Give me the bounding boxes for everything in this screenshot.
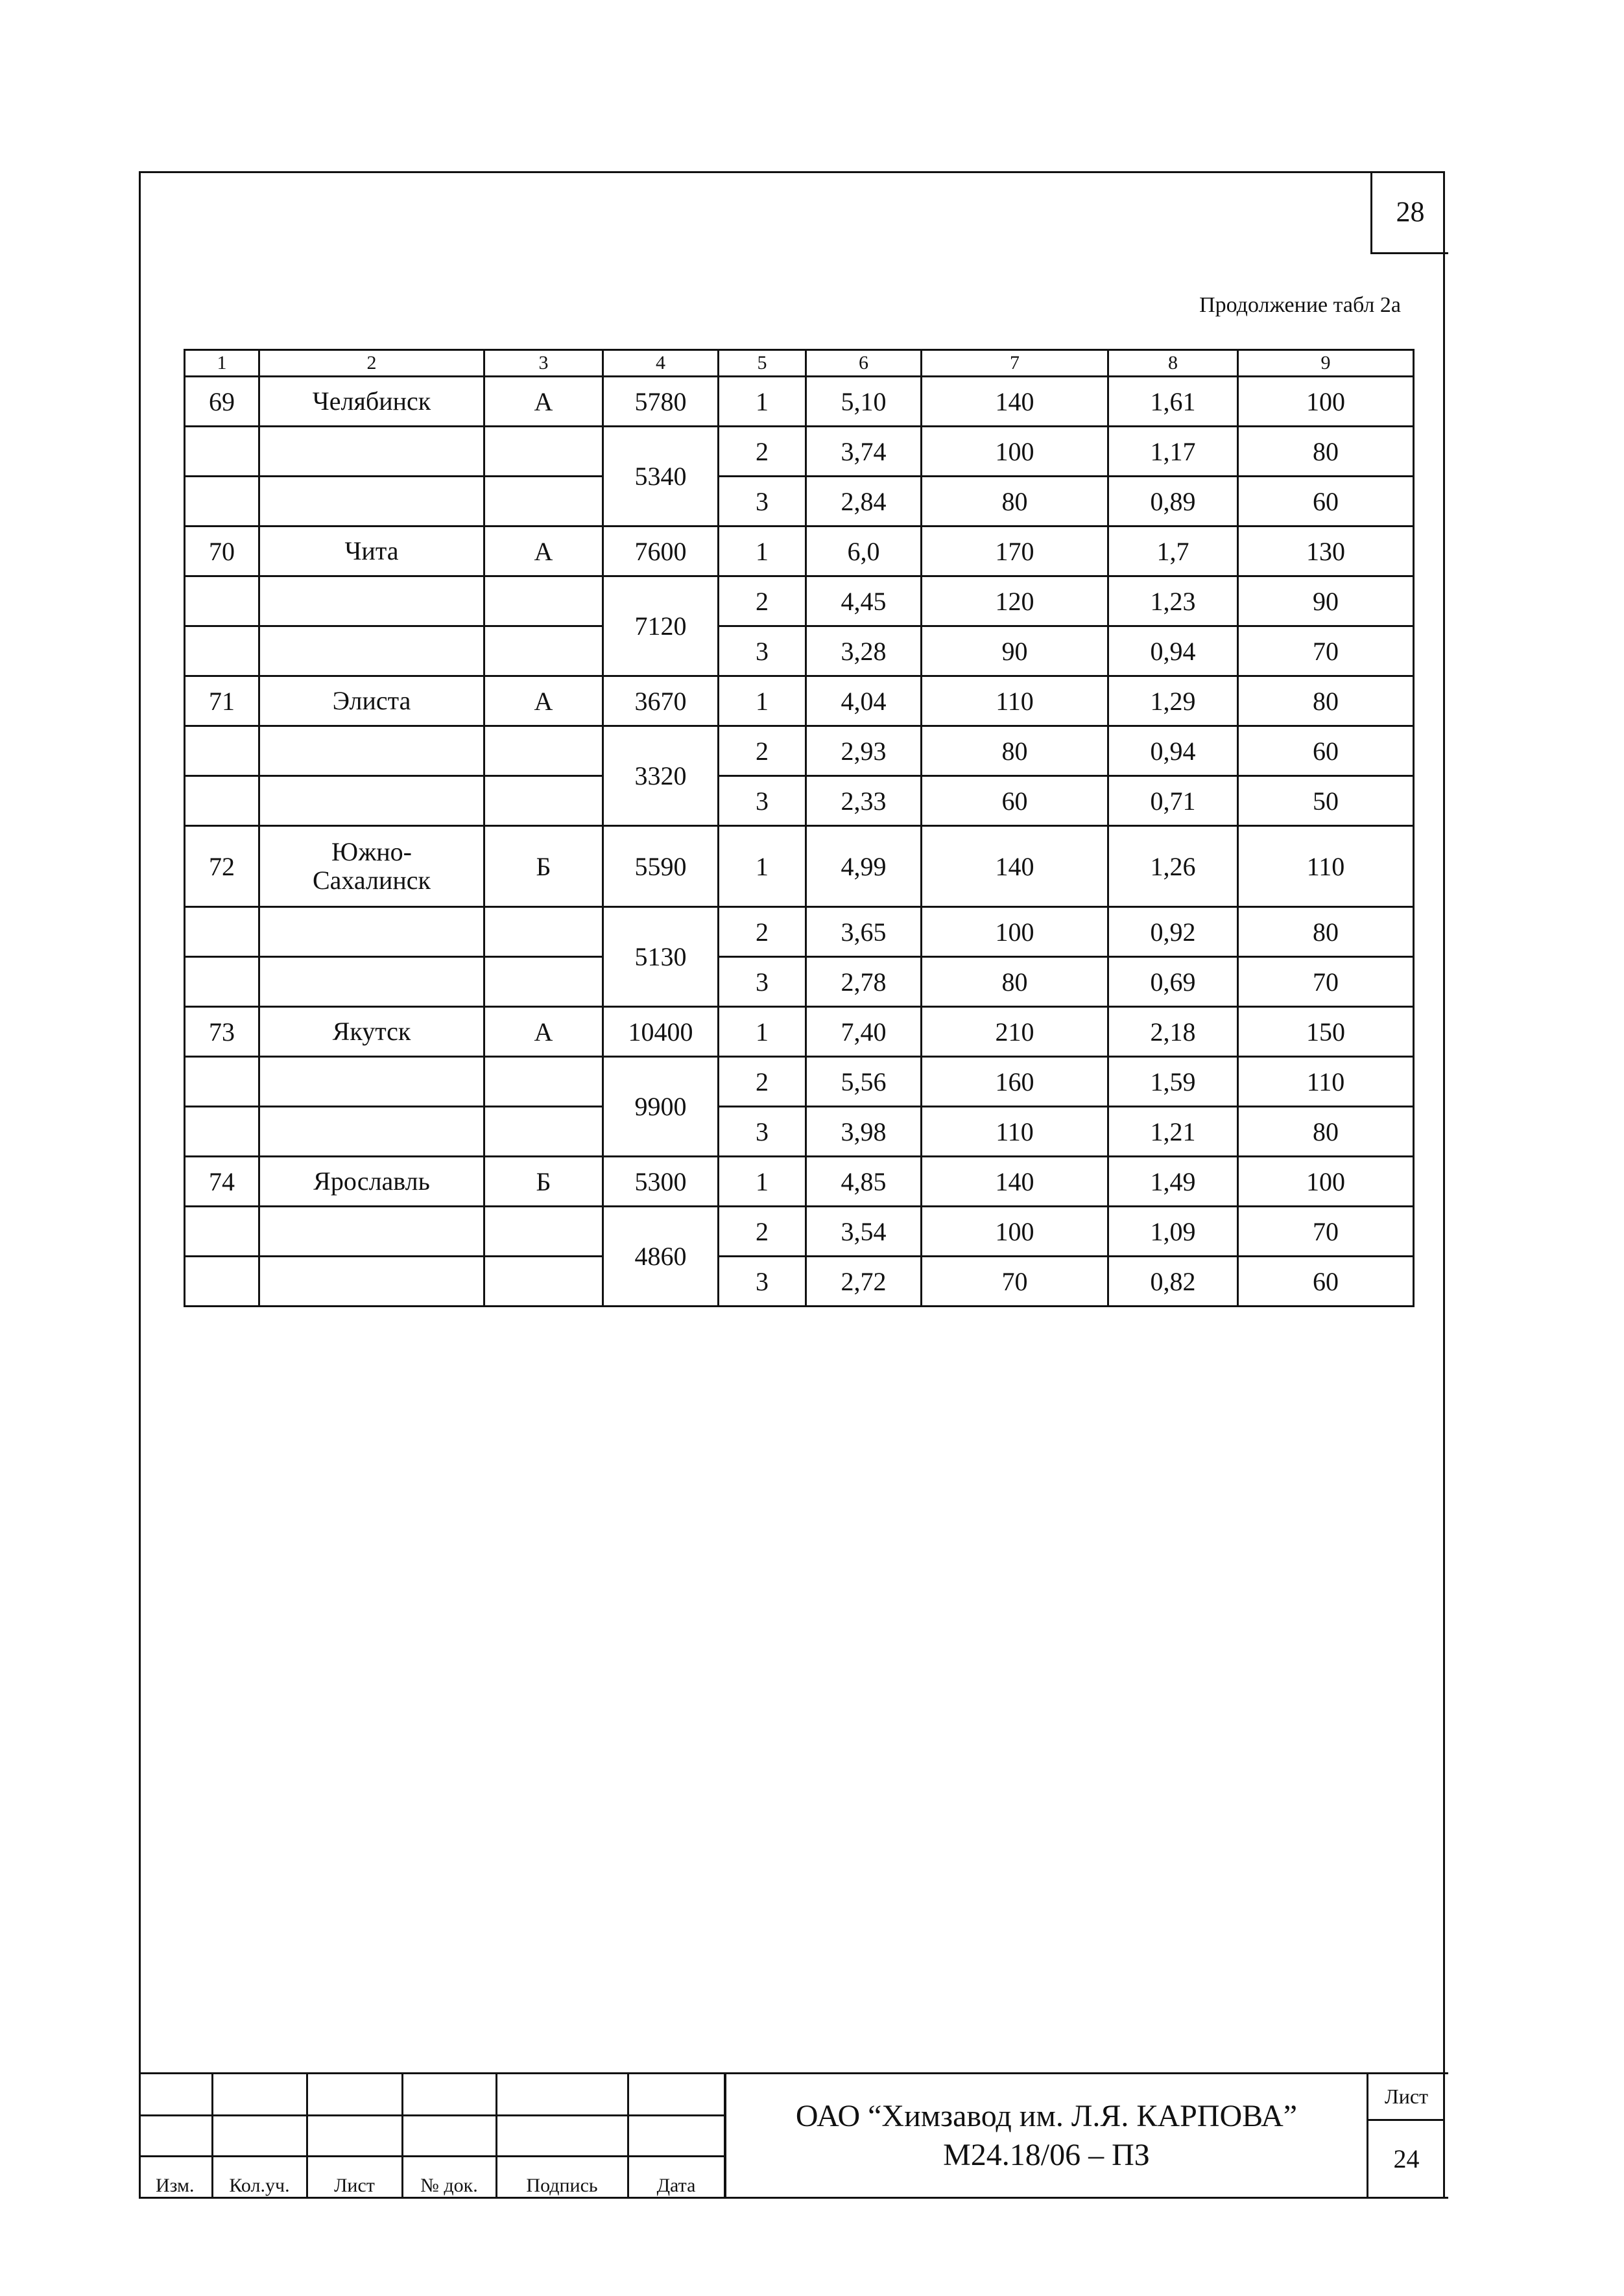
cell: 1,7 [1108,527,1238,576]
revision-label-row [139,2156,724,2197]
cell: 120 [922,576,1108,626]
empty-cell [259,957,484,1007]
cell: 170 [922,527,1108,576]
empty-cell [259,427,484,477]
value-col4: 7120 [603,576,719,676]
empty-cell [496,2074,628,2115]
table-row [185,1007,1414,1057]
city-name [259,826,484,907]
cell: 3,28 [806,626,922,676]
empty-cell [484,726,603,776]
cell: 110 [922,1107,1108,1157]
column-header: 7 [922,350,1108,377]
cell: 3,98 [806,1107,922,1157]
cell: 1,21 [1108,1107,1238,1157]
column-header: 9 [1238,350,1414,377]
cell: 140 [922,377,1108,427]
empty-cell [185,1107,259,1157]
table-continuation-label: Продолжение табл 2а [1199,293,1401,317]
column-number-row [185,350,1414,377]
empty-cell [484,1257,603,1307]
cell: 100 [922,1207,1108,1257]
value-col4: 5300 [603,1157,719,1207]
city-name: Чита [259,527,484,576]
cell: 1 [719,527,806,576]
empty-cell [185,626,259,676]
empty-cell [259,726,484,776]
table-row [185,1207,1414,1257]
column-header: 3 [484,350,603,377]
empty-cell [259,1057,484,1107]
cell: 100 [922,907,1108,957]
cell: 3 [719,1107,806,1157]
sheet-number: 24 [1393,2144,1420,2173]
revision-row [139,2074,724,2115]
table-row [185,527,1414,576]
cell: 0,71 [1108,776,1238,826]
sheet-cell [1367,2074,1444,2197]
cell: 80 [922,957,1108,1007]
cell: 0,82 [1108,1257,1238,1307]
revision-row [139,2115,724,2156]
cell: 2 [719,427,806,477]
value-col4: 7600 [603,527,719,576]
table-row [185,1157,1414,1207]
cell: 1,17 [1108,427,1238,477]
cell: 4,45 [806,576,922,626]
row-number: 72 [185,826,259,907]
empty-cell [139,2115,212,2156]
category: А [484,527,603,576]
data-table [184,349,1415,1307]
cell: 110 [922,676,1108,726]
cell: 1 [719,1007,806,1057]
cell: 5,56 [806,1057,922,1107]
empty-cell [484,1057,603,1107]
cell: 80 [1238,676,1414,726]
empty-cell [185,1257,259,1307]
cell: 70 [922,1257,1108,1307]
cell: 70 [1238,957,1414,1007]
cell: 80 [922,477,1108,527]
empty-cell [484,1107,603,1157]
cell: 7,40 [806,1007,922,1057]
row-number: 74 [185,1157,259,1207]
revision-grid [139,2074,726,2197]
cell: 2 [719,726,806,776]
empty-cell [212,2115,307,2156]
column-header: 8 [1108,350,1238,377]
top-sheet-number: 28 [1370,171,1448,254]
empty-cell [212,2074,307,2115]
cell: 0,94 [1108,626,1238,676]
value-col4: 4860 [603,1207,719,1307]
cell: 80 [1238,1107,1414,1157]
cell: 3,74 [806,427,922,477]
document-code: М24.18/06 – ПЗ [943,2137,1150,2172]
cell: 140 [922,826,1108,907]
cell: 1,26 [1108,826,1238,907]
cell: 50 [1238,776,1414,826]
cell: 150 [1238,1007,1414,1057]
cell: 70 [1238,1207,1414,1257]
empty-cell [259,477,484,527]
empty-cell [307,2074,402,2115]
column-header: 6 [806,350,922,377]
city-name: Ярославль [259,1157,484,1207]
cell: 1,09 [1108,1207,1238,1257]
cell: 70 [1238,626,1414,676]
cell: 110 [1238,826,1414,907]
table-row [185,576,1414,626]
cell: 3 [719,1257,806,1307]
cell: 100 [1238,1157,1414,1207]
cell: 3 [719,957,806,1007]
table-row [185,676,1414,726]
empty-cell [185,477,259,527]
column-header: 1 [185,350,259,377]
table-row [185,826,1414,907]
cell: 2 [719,576,806,626]
category: Б [484,1157,603,1207]
category: А [484,676,603,726]
value-col4: 5590 [603,826,719,907]
cell: 100 [922,427,1108,477]
table-row [185,776,1414,826]
cell: 0,92 [1108,907,1238,957]
column-header: 5 [719,350,806,377]
cell: 2,78 [806,957,922,1007]
cell: 210 [922,1007,1108,1057]
cell: 140 [922,1157,1108,1207]
empty-cell [185,576,259,626]
label-list: Лист [307,2156,402,2197]
empty-cell [259,907,484,957]
label-signature: Подпись [496,2156,628,2197]
cell: 1,29 [1108,676,1238,726]
cell: 4,04 [806,676,922,726]
empty-cell [185,1207,259,1257]
table-row [185,626,1414,676]
label-doc-number: № док. [402,2156,496,2197]
cell: 3 [719,477,806,527]
sheet-label: Лист [1368,2074,1444,2121]
table-row [185,377,1414,427]
value-col4: 3320 [603,726,719,826]
table-row [185,726,1414,776]
cell: 2,72 [806,1257,922,1307]
title-block-designation [724,2074,1367,2197]
empty-cell [259,626,484,676]
empty-cell [496,2115,628,2156]
empty-cell [259,1107,484,1157]
cell: 3,54 [806,1207,922,1257]
city-name: Якутск [259,1007,484,1057]
cell: 1,59 [1108,1057,1238,1107]
cell: 3 [719,776,806,826]
value-col4: 3670 [603,676,719,726]
empty-cell [185,427,259,477]
cell: 2 [719,907,806,957]
table-row [185,957,1414,1007]
value-col4: 10400 [603,1007,719,1057]
empty-cell [484,776,603,826]
table-row [185,427,1414,477]
cell: 110 [1238,1057,1414,1107]
cell: 130 [1238,527,1414,576]
cell: 4,85 [806,1157,922,1207]
table-row [185,477,1414,527]
cell: 1,49 [1108,1157,1238,1207]
cell: 0,89 [1108,477,1238,527]
cell: 3 [719,626,806,676]
cell: 1 [719,377,806,427]
empty-cell [484,427,603,477]
empty-cell [185,726,259,776]
cell: 80 [1238,907,1414,957]
column-header: 2 [259,350,484,377]
empty-cell [402,2074,496,2115]
cell: 60 [1238,477,1414,527]
cell: 6,0 [806,527,922,576]
value-col4: 5780 [603,377,719,427]
cell: 90 [922,626,1108,676]
table-row [185,1257,1414,1307]
cell: 100 [1238,377,1414,427]
empty-cell [185,907,259,957]
cell: 1,61 [1108,377,1238,427]
cell: 3,65 [806,907,922,957]
empty-cell [259,576,484,626]
empty-cell [628,2074,724,2115]
cell: 0,69 [1108,957,1238,1007]
label-izm: Изм. [139,2156,212,2197]
row-number: 71 [185,676,259,726]
empty-cell [185,1057,259,1107]
cell: 2,93 [806,726,922,776]
table-row [185,907,1414,957]
title-block [139,2072,1448,2199]
cell: 60 [1238,1257,1414,1307]
category: А [484,1007,603,1057]
table-row [185,1057,1414,1107]
empty-cell [259,776,484,826]
empty-cell [402,2115,496,2156]
empty-cell [139,2074,212,2115]
value-col4: 9900 [603,1057,719,1157]
value-col4: 5340 [603,427,719,527]
cell: 90 [1238,576,1414,626]
label-date: Дата [628,2156,724,2197]
cell: 1 [719,676,806,726]
cell: 4,99 [806,826,922,907]
empty-cell [628,2115,724,2156]
empty-cell [259,1207,484,1257]
cell: 80 [1238,427,1414,477]
category: Б [484,826,603,907]
cell: 2,33 [806,776,922,826]
empty-cell [484,1207,603,1257]
cell: 160 [922,1057,1108,1107]
row-number: 73 [185,1007,259,1057]
empty-cell [484,576,603,626]
empty-cell [307,2115,402,2156]
cell: 60 [922,776,1108,826]
cell: 2,18 [1108,1007,1238,1057]
column-header: 4 [603,350,719,377]
city-name-line2: Сахалинск [313,866,431,895]
cell: 80 [922,726,1108,776]
value-col4: 5130 [603,907,719,1007]
row-number: 70 [185,527,259,576]
cell: 60 [1238,726,1414,776]
empty-cell [259,1257,484,1307]
table-row [185,1107,1414,1157]
empty-cell [484,477,603,527]
cell: 1 [719,826,806,907]
category: А [484,377,603,427]
cell: 1 [719,1157,806,1207]
empty-cell [484,907,603,957]
cell: 5,10 [806,377,922,427]
empty-cell [185,957,259,1007]
cell: 0,94 [1108,726,1238,776]
empty-cell [185,776,259,826]
cell: 2 [719,1057,806,1107]
empty-cell [484,957,603,1007]
cell: 2 [719,1207,806,1257]
city-name: Челябинск [259,377,484,427]
city-name: Элиста [259,676,484,726]
label-kol-uch: Кол.уч. [212,2156,307,2197]
empty-cell [484,626,603,676]
cell: 2,84 [806,477,922,527]
city-name-line1: Южно- [331,837,412,866]
cell: 1,23 [1108,576,1238,626]
row-number: 69 [185,377,259,427]
organization-name: ОАО “Химзавод им. Л.Я. КАРПОВА” [795,2098,1298,2133]
